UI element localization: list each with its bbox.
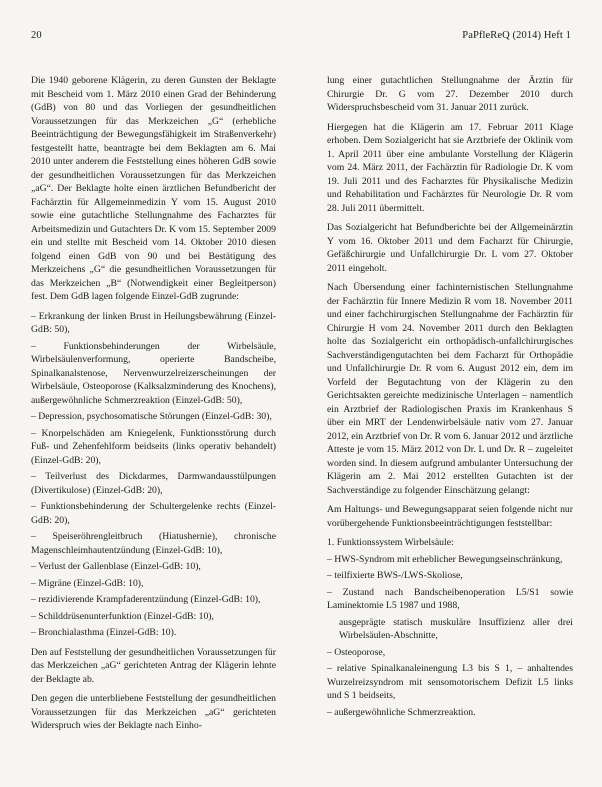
right-column bbox=[327, 74, 573, 722]
page-number: 20 bbox=[31, 30, 42, 41]
list-item: – Osteoporose, bbox=[327, 646, 386, 658]
paragraph: Das Sozialgericht hat Befundberichte bei der Allgemeinärztin Y vom 16. Oktober 2011 und dem Facharzt für Chirurgie, Gefäßchirurgie und Unfallchirurgie Dr. L vom 27. Oktober 2011 eingeholt. bbox=[327, 222, 573, 274]
paragraph: Nach Übersendung einer fachinternistischen Stellungnahme der Fachärztin für Innere Medizin R vom 18. November 2011 und einer fachchirurgischen Stellungnahme der Fachärztin für Chirurgie H vom 24. November 2011 durch den Beklagten holte das Sozialgericht ein orthopädisch-unfallchirurgisches Sachverständigengutachten bei dem Facharzt für Orthopädie und Unfallchirurgie Dr. R vom 6. August 2012 ein, dem im Vorfeld der Begutachtung von der Klägerin zu den Gerichtsakten gereichte medizinische Unterlagen – namentlich ein Arztbrief der Radiologischen Praxis im Krankenhaus S über ein MRT der Lendenwirbelsäule nativ vom 27. Januar 2012, ein Arztbrief von Dr. R vom 6. Januar 2012 und ärztliche Atteste je vom 15. März 2012 von Dr. L und Dr. R – zugeleitet worden sind. In diesem aufgrund ambulanter Untersuchung der Klägerin am 2. Mai 2012 erstellten Gutachten ist der Sachverständige zu folgender Einschätzung gelangt: bbox=[327, 282, 573, 496]
list-item: – Speiseröhrengleitbruch (Hiatushernie), chronische Magenschleimhautentzündung (Einzel-GdB: 10), bbox=[31, 531, 276, 556]
list-item: – teilfixierte BWS-/LWS-Skoliose, bbox=[327, 570, 463, 581]
list-item: – Migräne (Einzel-GdB: 10), bbox=[31, 577, 144, 589]
list-item: – Teilverlust des Dickdarmes, Darmwandausstülpungen (Divertikulose) (Einzel-GdB: 20), bbox=[31, 471, 276, 496]
list-item: – Verlust der Gallenblase (Einzel-GdB: 10), bbox=[31, 561, 201, 572]
list-item: – Zustand nach Bandscheibenoperation L5/S1 sowie Laminektomie L5 1987 und 1988, bbox=[327, 586, 573, 611]
list-item: – Erkrankung der linken Brust in Heilungsbewährung (Einzel-GdB: 50), bbox=[31, 310, 276, 335]
list-item: – Funktionsbehinderung der Schultergelenke rechts (Einzel-GdB: 20), bbox=[31, 501, 276, 526]
list-item: – relative Spinalkanaleinengung L3 bis S 1, – anhaltendes Wurzelreizsyndrom mit sensomotorischem Defizit L5 links und S 1 beidseits, bbox=[327, 663, 573, 701]
list-item: – Bronchialasthma (Einzel-GdB: 10). bbox=[31, 627, 177, 638]
paragraph: Den gegen die unterbliebene Feststellung der gesundheitlichen Voraussetzungen für das Merkzeichen „aG“ gerichteten Widerspruch wies der Beklagte nach Einho- bbox=[31, 693, 276, 731]
list-item: – Depression, psychosomatische Störungen (Einzel-GdB: 30), bbox=[31, 411, 272, 422]
list-item: – Knorpelschäden am Kniegelenk, Funktionsstörung durch Fuß- und Zehenfehlform beidseits (links operativ behandelt) (Einzel-GdB: 20), bbox=[31, 427, 276, 466]
paragraph: Hiergegen hat die Klägerin am 17. Februar 2011 Klage erhoben. Dem Sozialgericht hat sie Arztbriefe der Oklinik vom 1. April 2011 über eine ambulante Vorstellung der Klägerin vom 24. März 2011, der Fachärztin für Radiologie Dr. K vom 19. Juli 2011 und des Facharztes für Physikalische Medizin und Rehabilitation und Fachärztes für Neurologie Dr. R vom 28. Juli 2011 übermittelt. bbox=[327, 121, 573, 214]
section-heading: 1. Funktionssystem Wirbelsäule: bbox=[327, 537, 454, 548]
left-column bbox=[31, 74, 276, 739]
list-item: – außergewöhnliche Schmerzreaktion. bbox=[327, 706, 476, 718]
paragraph: Den auf Feststellung der gesundheitlichen Voraussetzungen für das Merkzeichen „aG“ gerichteten Antrag der Klägerin lehnte der Beklagte ab. bbox=[31, 646, 276, 685]
list-item: – Funktionsbehinderungen der Wirbelsäule, Wirbelsäulenverformung, operierte Bandscheibe, Spinalkanalstenose, Nervenwurzelreizerscheinungen der Wirbelsäule, Osteoporose (Kalksalzminderung des Knochens), außergewöhnliche Schmerzreaktion (Einzel-GdB: 50), bbox=[31, 340, 276, 406]
journal-title: PaPfleReQ (2014) Heft 1 bbox=[462, 30, 571, 41]
paragraph: Die 1940 geborene Klägerin, zu deren Gunsten der Beklagte mit Bescheid vom 1. März 2010 einen Grad der Behinderung (GdB) von 80 und das Vorliegen der gesundheitlichen Voraussetzungen für das Merkzeichen „G“ (erhebliche Beeinträchtigung der Bewegungsfähigkeit im Straßenverkehr) festgestellt hatte, beantragte bei dem Beklagten am 6. Mai 2010 unter anderem die Feststellung eines höheren GdB sowie der gesundheitlichen Voraussetzungen für das Merkzeichen „aG“. Der Beklagte holte einen ärztlichen Befundbericht der Fachärztin für Allgemeinmedizin Y vom 15. August 2010 sowie eine gutachtliche Stellungnahme des Facharztes für Arbeitsmedizin und Gutachters Dr. K vom 15. September 2009 ein und stellte mit Bescheid vom 14. Oktober 2010 diesen folgend einen GdB von 90 und bei Bestätigung des Merkzeichens „G“ die gesundheitlichen Voraussetzungen für das Merkzeichen „B“ (Notwendigkeit einer Begleitperson) fest. Dem GdB lagen folgende Einzel-GdB zugrunde: bbox=[31, 75, 276, 302]
paragraph: lung einer gutachtlichen Stellungnahme der Ärztin für Chirurgie Dr. G vom 27. Dezember 2010 durch Widerspruchsbescheid vom 31. Januar 2011 zurück. bbox=[327, 75, 573, 113]
page-header bbox=[31, 30, 571, 46]
paragraph: Am Haltungs- und Bewegungsapparat seien folgende nicht nur vorübergehende Funktionsbeeinträchtigungen feststellbar: bbox=[327, 504, 573, 529]
list-item: ausgeprägte statisch muskuläre Insuffizienz aller drei Wirbelsäulen-Abschnitte, bbox=[339, 616, 573, 641]
list-item: – rezidivierende Krampfaderentzündung (Einzel-GdB: 10), bbox=[31, 594, 261, 605]
list-item: – HWS-Syndrom mit erheblicher Bewegungseinschränkung, bbox=[327, 553, 563, 565]
list-item: – Schilddrüsenunterfunktion (Einzel-GdB: 10), bbox=[31, 610, 214, 622]
